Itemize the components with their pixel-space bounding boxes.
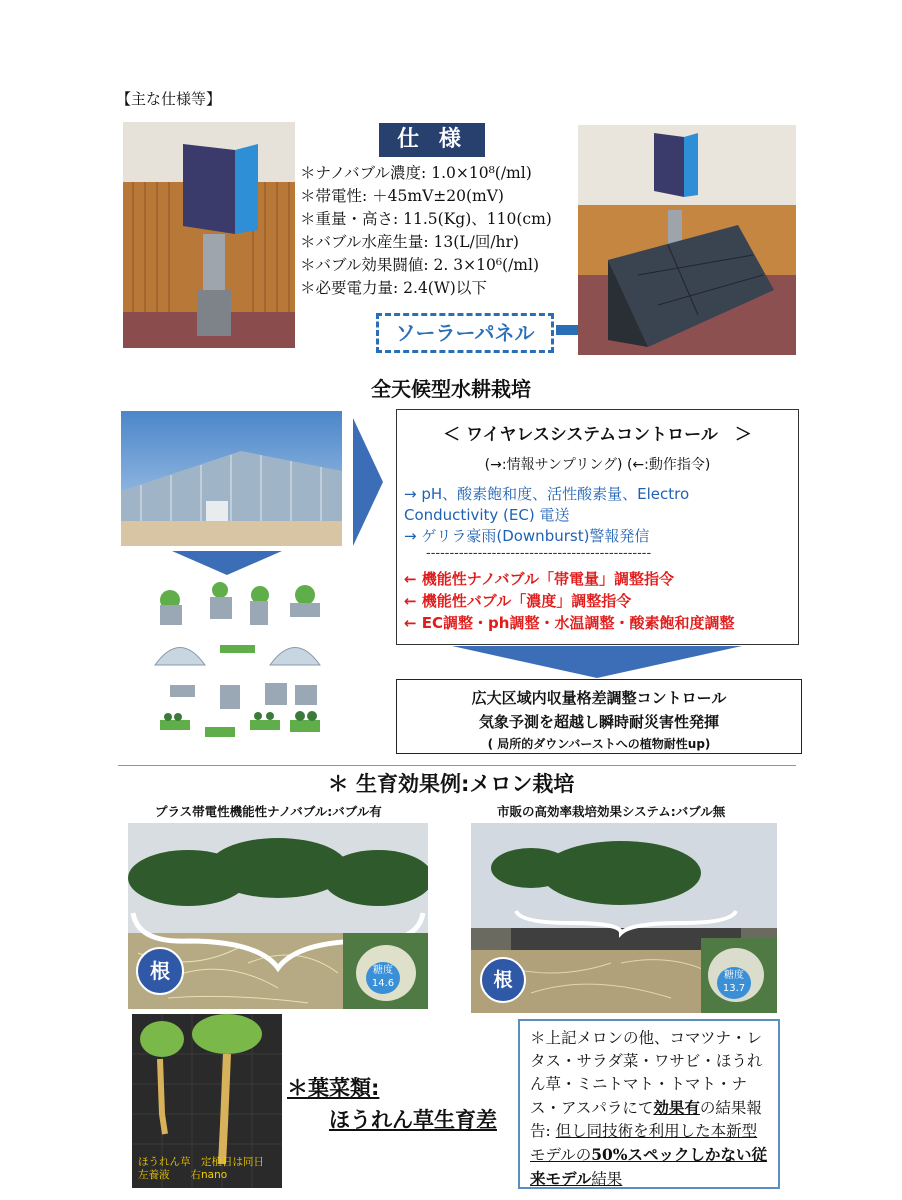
root-label: 根 bbox=[480, 957, 526, 1003]
result-line-3: ( 局所的ダウンバーストへの植物耐性up) bbox=[487, 737, 711, 751]
sugar-value-right: 13.7 bbox=[722, 983, 746, 994]
spec-line-weight: ＊重量・高さ: 11.5(Kg)、110(cm) bbox=[300, 210, 552, 228]
device-photo bbox=[123, 122, 295, 348]
section-header: 【主な仕様等】 bbox=[116, 90, 222, 108]
spec-title: 仕 様 bbox=[379, 123, 485, 157]
leafy-title-line-2: ほうれん草生育差 bbox=[329, 1108, 497, 1132]
spinach-photo bbox=[132, 1014, 282, 1188]
sampling-line-3: → ゲリラ豪雨(Downburst)警報発信 bbox=[404, 527, 650, 545]
note-bold-1: 効果有 bbox=[653, 1098, 700, 1117]
command-line-2: ← 機能性バブル「濃度」調整指令 bbox=[404, 592, 632, 610]
sampling-list bbox=[404, 484, 794, 561]
photo-caption bbox=[138, 1156, 264, 1182]
arrow-right-icon bbox=[353, 418, 383, 550]
hydroponics-illustration bbox=[150, 575, 335, 750]
spec-line-power: ＊必要電力量: 2.4(W)以下 bbox=[300, 279, 487, 297]
control-title: ＜ ワイヤレスシステムコントロール ＞ bbox=[443, 425, 752, 445]
note-bold-2: 50%スペックしかない従来モデル bbox=[530, 1145, 768, 1188]
spec-list bbox=[300, 162, 580, 300]
root-label: 根 bbox=[136, 947, 184, 995]
sugar-label: 糖度 bbox=[724, 970, 744, 981]
command-list bbox=[404, 568, 794, 634]
section-title: 全天候型水耕栽培 bbox=[371, 377, 531, 401]
note-text-2: の結果報告: bbox=[530, 1099, 762, 1140]
note-underline-2: 結果 bbox=[591, 1170, 623, 1188]
result-box bbox=[396, 679, 802, 754]
divider-line bbox=[118, 765, 796, 766]
spec-line-threshold: ＊バブル効果闘値: 2. 3×10⁶(/ml) bbox=[300, 256, 540, 274]
control-subtitle: (→:情報サンプリング) (←:動作指令) bbox=[484, 457, 711, 473]
sugar-badge bbox=[366, 962, 400, 994]
arrow-down-icon bbox=[452, 646, 742, 682]
note-text-1: ＊上記メロンの他、コマツナ・レタス・サラダ菜・ワサビ・ほうれん草・ミニトマト・トマト・ナス・アスパラにて bbox=[530, 1029, 763, 1117]
spec-line-concentration: ＊ナノバブル濃度: 1.0×10⁸(/ml) bbox=[300, 164, 532, 182]
left-caption: プラス帯電性機能性ナノバブル:バブル有 bbox=[155, 804, 382, 819]
leafy-title bbox=[287, 1072, 497, 1136]
spec-line-production: ＊バブル水産生量: 13(L/回/hr) bbox=[300, 233, 519, 251]
command-line-1: ← 機能性ナノバブル「帯電量」調整指令 bbox=[404, 570, 674, 588]
spec-line-charge: ＊帯電性: ＋45mV±20(mV) bbox=[300, 187, 504, 205]
solar-panel-label: ソーラーパネル bbox=[376, 313, 554, 353]
sampling-line-2: Conductivity (EC) 電送 bbox=[404, 506, 570, 524]
sugar-label: 糖度 bbox=[373, 965, 393, 976]
note-box bbox=[518, 1019, 780, 1189]
note-underline-1: 但し同技術を利用した本新型モデルの bbox=[530, 1122, 758, 1164]
result-line-1: 広大区域内収量格差調整コントロール bbox=[471, 689, 727, 707]
leafy-title-line-1: ＊葉菜類: bbox=[287, 1076, 380, 1100]
melon-title: ＊ 生育効果例:メロン栽培 bbox=[327, 772, 575, 796]
sugar-badge bbox=[717, 967, 751, 999]
wireless-control-box bbox=[396, 409, 799, 645]
greenhouse-photo bbox=[121, 411, 342, 546]
sugar-value-left: 14.6 bbox=[371, 978, 395, 989]
solar-device-photo bbox=[578, 125, 796, 355]
result-line-2: 気象予測を超越し瞬時耐災害性発揮 bbox=[478, 713, 719, 731]
sampling-line-1: → pH、酸素飽和度、活性酸素量、Electro bbox=[404, 485, 690, 503]
photo-caption-line-1: ほうれん草 定植日は同日 bbox=[138, 1156, 264, 1168]
divider: ------------------------------------------------ bbox=[426, 547, 652, 561]
right-caption: 市販の高効率栽培効果システム:バブル無 bbox=[497, 804, 726, 819]
command-line-3: ← EC調整・ph調整・水温調整・酸素飽和度調整 bbox=[404, 614, 735, 632]
photo-caption-line-2: 左養液 右nano bbox=[138, 1169, 228, 1181]
